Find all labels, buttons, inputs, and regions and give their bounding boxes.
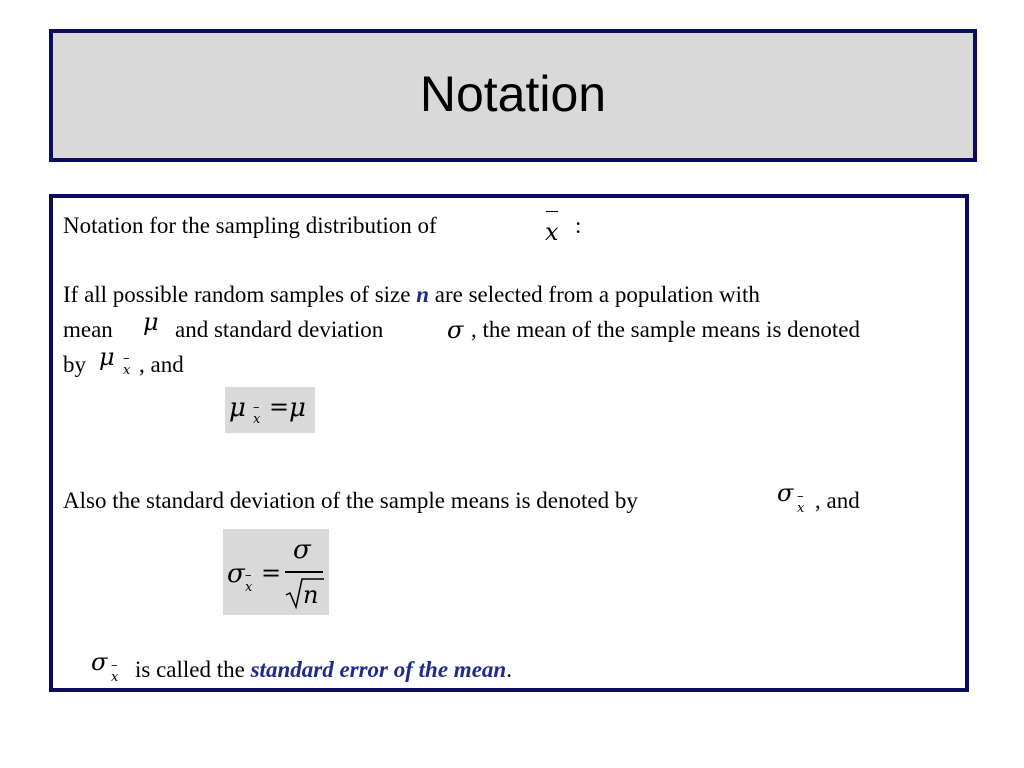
final-sub-bar: – [111, 658, 118, 673]
title-banner [49, 29, 977, 162]
final-sigma-xbar: σ [91, 648, 108, 676]
notation-intro-line [63, 214, 437, 237]
mu-sub-x: x [123, 363, 131, 378]
formula2-n: n [303, 581, 319, 609]
mu-sub-bar: – [123, 351, 130, 366]
fraction-bar [285, 571, 323, 573]
final-period: . [506, 657, 512, 682]
by-label: by [63, 352, 86, 377]
formula1-mu: μ [229, 393, 246, 423]
standard-error-formula-box [223, 529, 329, 615]
sigma-sub-x: x [797, 501, 805, 516]
formula2-sigma: σ [227, 559, 245, 589]
paragraph-line-1 [63, 283, 760, 306]
notation-intro-text: Notation for the sampling distribution of [63, 213, 437, 238]
sample-size-n: n [416, 282, 430, 307]
mu-symbol: μ [143, 308, 159, 336]
and-sd-text: and standard deviation [175, 317, 384, 342]
formula2-equals: = [261, 559, 282, 587]
sigma-xbar-symbol: σ [777, 479, 794, 507]
mean-of-means-text: , the mean of the sample means is denoted [471, 317, 860, 342]
mean-label: mean [63, 317, 113, 342]
final-sub-x: x [111, 670, 119, 685]
formula2-sigma-numerator: σ [293, 535, 311, 565]
sigma-symbol: σ [447, 316, 464, 344]
formula2-sub-x: x [245, 580, 253, 595]
xbar-overline [546, 211, 558, 212]
mu-xbar-symbol: μ [99, 343, 115, 371]
intro-colon: : [575, 213, 582, 238]
paragraph-text-1: If all possible random samples of size [63, 282, 411, 307]
formula1-mu-rhs: μ [289, 393, 306, 423]
standard-error-term: standard error of the mean [250, 657, 507, 682]
and-text-2: , and [815, 488, 860, 513]
also-sd-text: Also the standard deviation of the sample means is denoted by [63, 488, 638, 513]
mean-formula-box [225, 387, 315, 433]
formula1-equals: = [269, 393, 290, 421]
formula2-sub-bar: – [245, 568, 252, 583]
formula1-sub-x: x [253, 412, 261, 427]
content-panel [49, 194, 969, 692]
xbar-symbol: x [545, 218, 559, 246]
slide-title: Notation [419, 65, 607, 122]
formula1-sub-bar: – [253, 400, 260, 415]
paragraph-text-2: are selected from a population with [434, 282, 760, 307]
and-text-1: , and [139, 352, 184, 377]
sigma-sub-bar: – [797, 489, 804, 504]
is-called-text: is called the [135, 657, 245, 682]
standard-error-line [135, 658, 512, 681]
